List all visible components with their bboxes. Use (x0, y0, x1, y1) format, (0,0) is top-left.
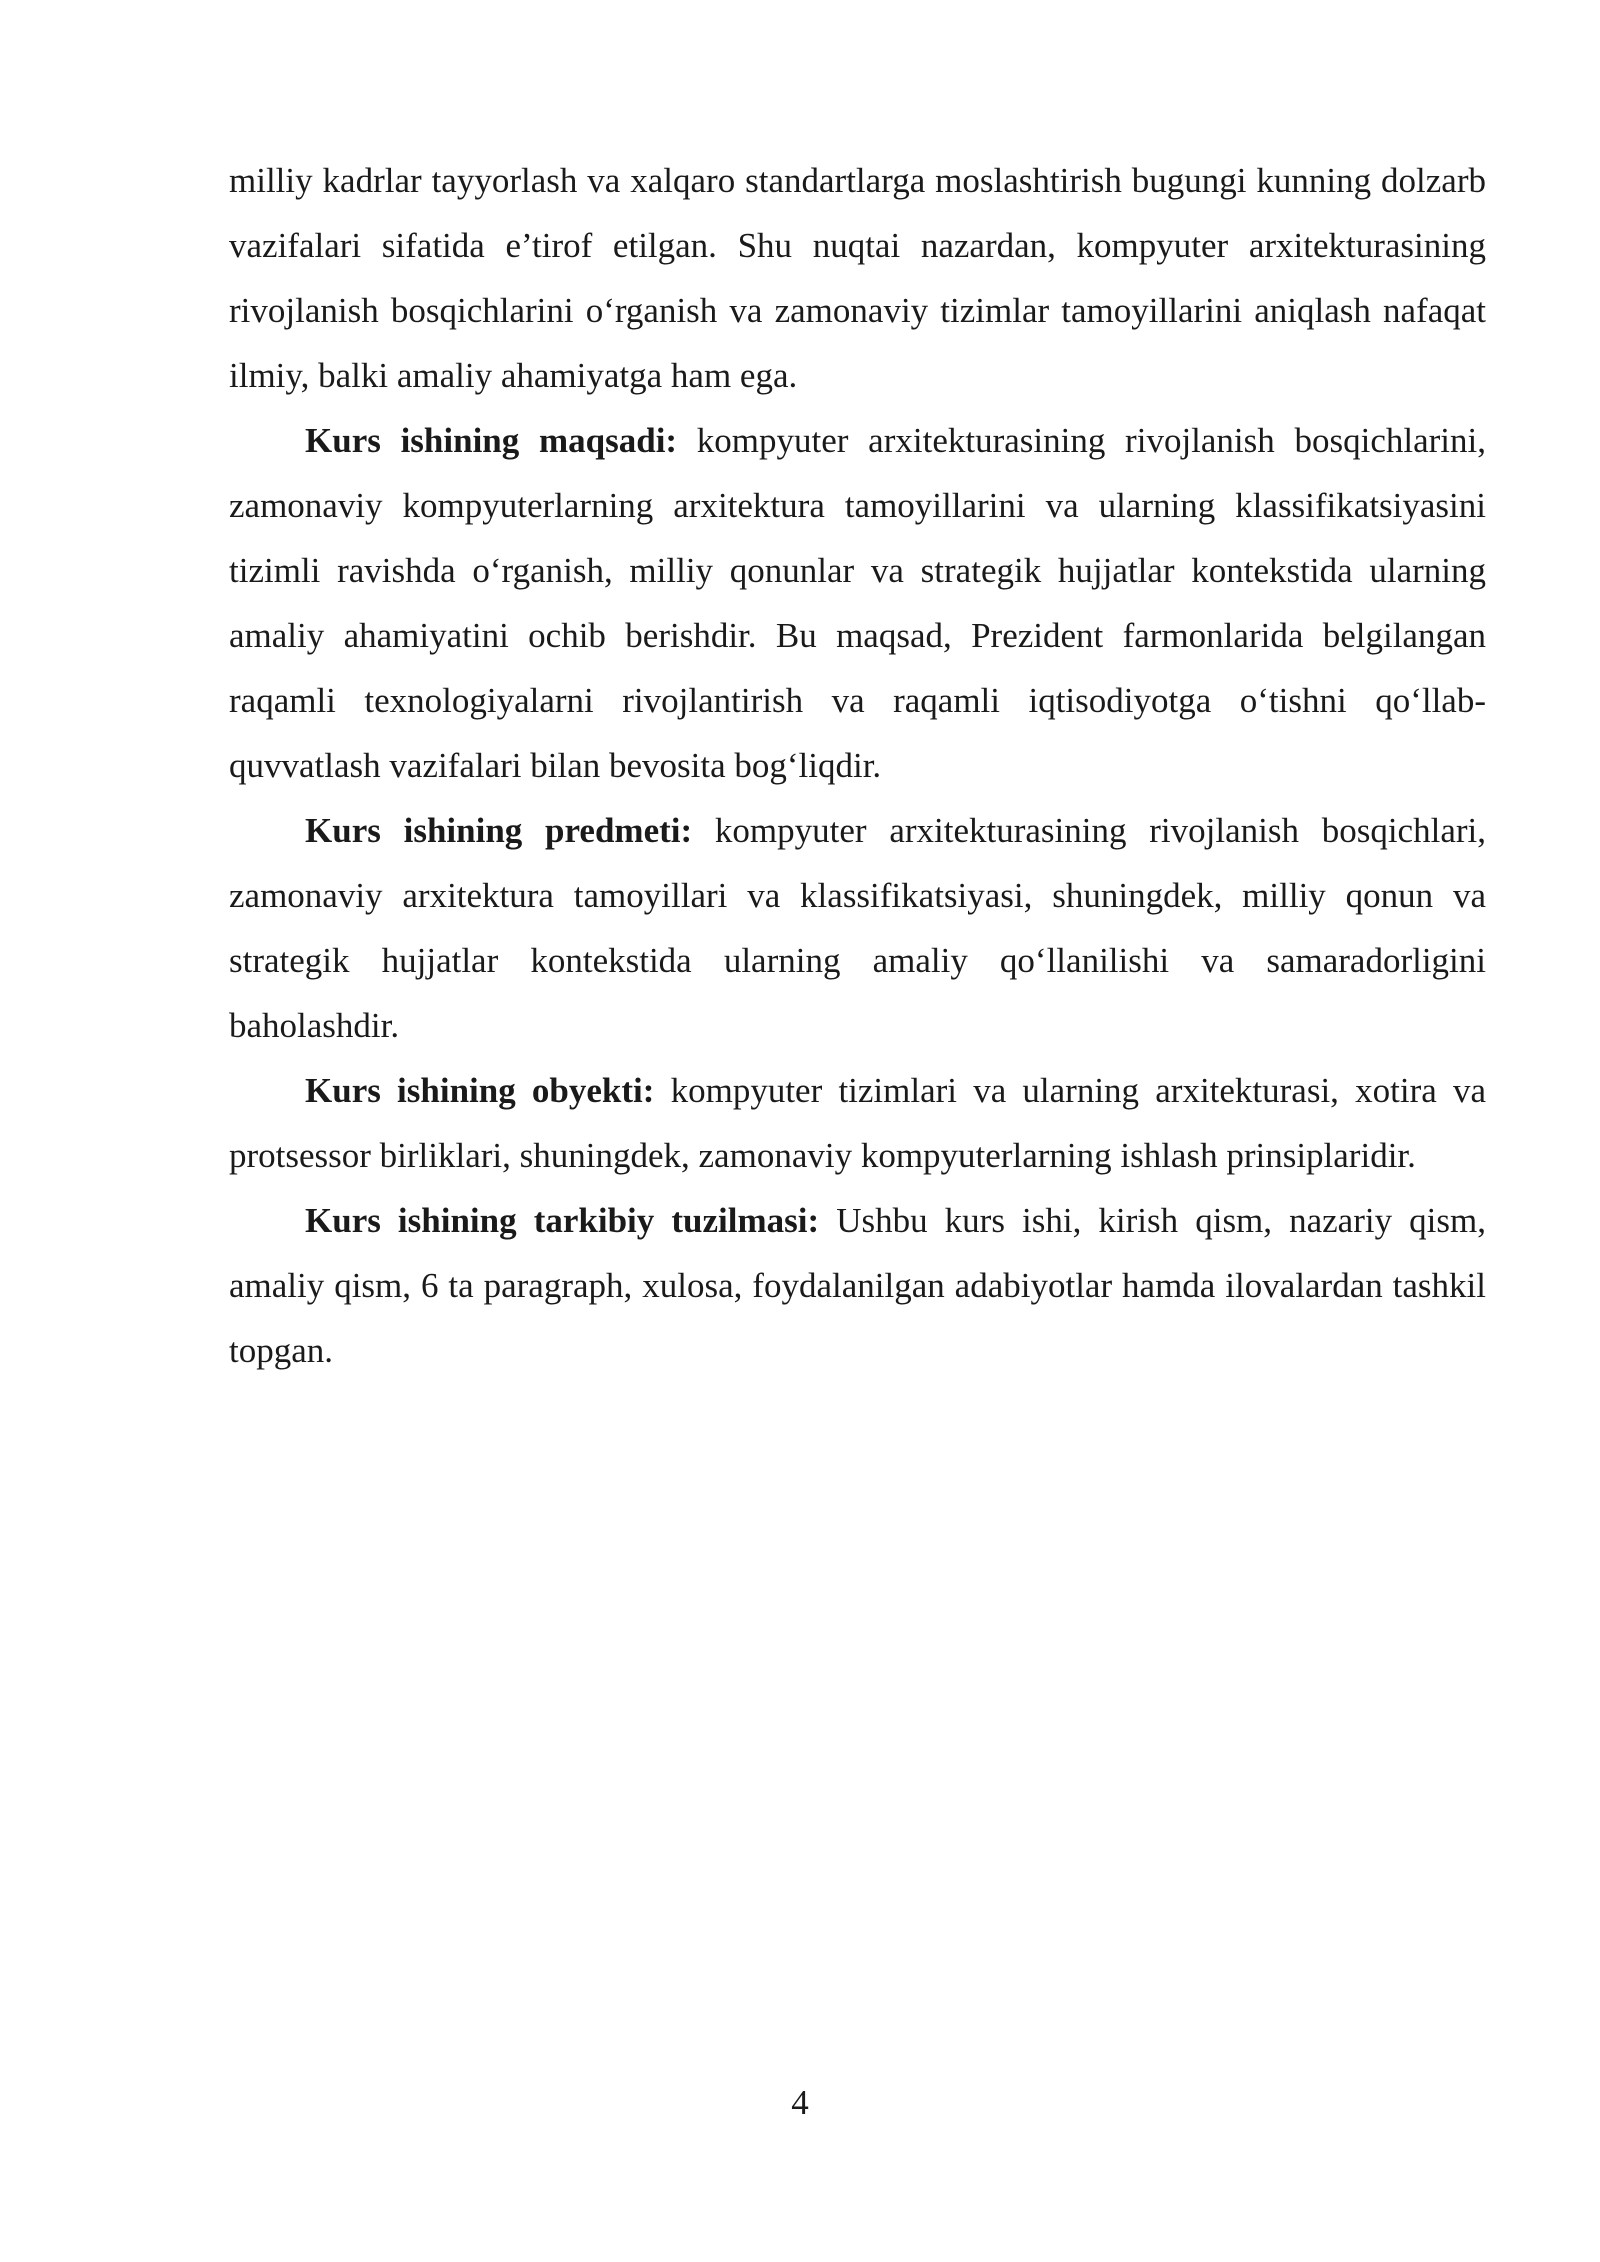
paragraph-heading-goal: Kurs ishining maqsadi: (305, 421, 678, 460)
paragraph-object (229, 1058, 1486, 1188)
paragraph-text: kompyuter arxitekturasining rivojlanish bosqichlari, zamonaviy arxitektura tamoyillari va klassifikatsiyasi, shuningdek, milliy qonun va strategik hujjatlar kontekstida ularning amaliy qo‘llanilishi va samaradorligini baholashdir. (229, 811, 1486, 1045)
paragraph-heading-subject: Kurs ishining predmeti: (305, 811, 693, 850)
paragraph-subject (229, 798, 1486, 1058)
page-body (229, 148, 1486, 1383)
paragraph-text: kompyuter arxitekturasining rivojlanish bosqichlarini, zamonaviy kompyuterlarning arxitektura tamoyillarini va ularning klassifikatsiyasini tizimli ravishda o‘rganish, milliy qonunlar va strategik hujjatlar kontekstida ularning amaliy ahamiyatini ochib berishdir. Bu maqsad, Prezident farmonlarida belgilangan raqamli texnologiyalarni rivojlantirish va raqamli iqtisodiyotga o‘tishni qo‘llab-quvvatlash vazifalari bilan bevosita bog‘liqdir. (229, 421, 1486, 785)
paragraph-text: Ushbu kurs ishi, kirish qism, nazariy qism, amaliy qism, 6 ta paragraph, xulosa, foydalanilgan adabiyotlar hamda ilovalardan tashkil topgan. (229, 1201, 1486, 1370)
paragraph-text: kompyuter tizimlari va ularning arxitekturasi, xotira va protsessor birliklari, shuningdek, zamonaviy kompyuterlarning ishlash prinsiplaridir. (229, 1071, 1486, 1175)
paragraph-heading-object: Kurs ishining obyekti: (305, 1071, 655, 1110)
paragraph-structure (229, 1188, 1486, 1383)
paragraph-heading-structure: Kurs ishining tarkibiy tuzilmasi: (305, 1201, 820, 1240)
paragraph-intro-continuation (229, 148, 1486, 408)
page-number: 4 (791, 2083, 809, 2122)
paragraph-goal (229, 408, 1486, 798)
paragraph-text: milliy kadrlar tayyorlash va xalqaro standartlarga moslashtirish bugungi kunning dolzarb vazifalari sifatida e’tirof etilgan. Shu nuqtai nazardan, kompyuter arxitekturasining rivojlanish bosqichlarini o‘rganish va zamonaviy tizimlar tamoyillarini aniqlash nafaqat ilmiy, balki amaliy ahamiyatga ham ega. (229, 161, 1486, 395)
